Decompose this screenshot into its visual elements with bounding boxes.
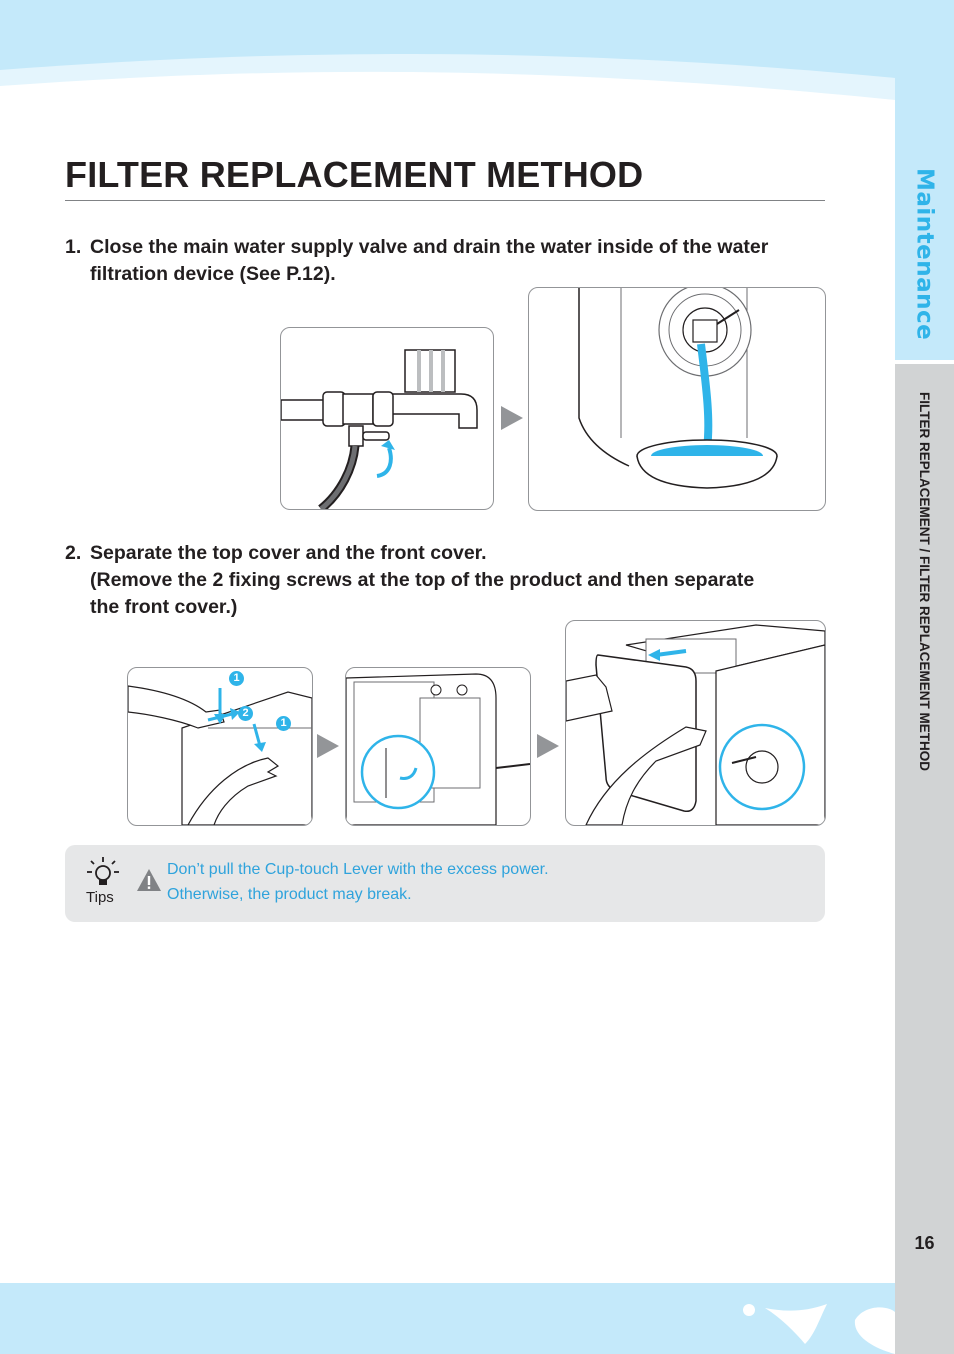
title-divider bbox=[65, 200, 825, 201]
subsection-title: FILTER REPLACEMENT / FILTER REPLACEMENT METHOD bbox=[917, 392, 932, 771]
page-title: FILTER REPLACEMENT METHOD bbox=[65, 154, 644, 195]
front-cover-removal-illustration bbox=[565, 620, 826, 826]
section-title: Maintenance bbox=[911, 168, 938, 341]
drain-illustration bbox=[528, 287, 826, 511]
tips-label: Tips bbox=[86, 889, 114, 906]
callout-badge: 1 bbox=[229, 671, 244, 686]
warning-icon bbox=[136, 868, 162, 892]
next-arrow-icon bbox=[501, 406, 523, 430]
valve-illustration bbox=[280, 327, 494, 510]
page-number: 16 bbox=[914, 1233, 935, 1253]
step-text-line: filtration device (See P.12). bbox=[90, 263, 336, 285]
step-text-line: (Remove the 2 fixing screws at the top of the product and then separate bbox=[90, 569, 755, 591]
tips-text-line: Otherwise, the product may break. bbox=[167, 886, 412, 903]
tips-text-line: Don’t pull the Cup-touch Lever with the excess power. bbox=[167, 861, 549, 878]
step-number: 1. bbox=[65, 236, 82, 258]
step-text-line: Separate the top cover and the front cover. bbox=[90, 542, 487, 564]
callout-badge: 2 bbox=[238, 706, 253, 721]
tips-box bbox=[65, 845, 825, 922]
next-arrow-icon bbox=[317, 734, 339, 758]
top-view-illustration bbox=[345, 667, 531, 826]
water-drop-decoration bbox=[735, 1290, 895, 1354]
step-text-line: Close the main water supply valve and drain the water inside of the water bbox=[90, 236, 769, 258]
top-wave-band bbox=[0, 0, 954, 120]
step-number: 2. bbox=[65, 542, 82, 564]
lightbulb-icon bbox=[85, 855, 121, 891]
step-text-line: the front cover.) bbox=[90, 596, 238, 618]
cover-hands-illustration bbox=[127, 667, 313, 826]
callout-badge: 1 bbox=[276, 716, 291, 731]
next-arrow-icon bbox=[537, 734, 559, 758]
